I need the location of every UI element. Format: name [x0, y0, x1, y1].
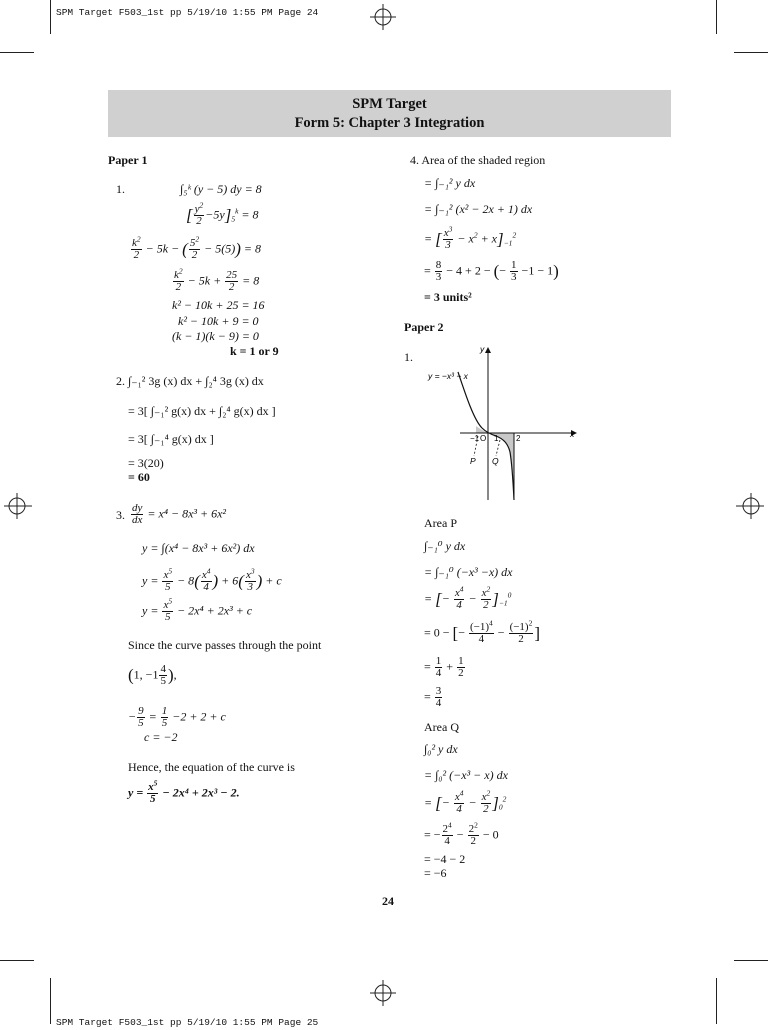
y-axis-label: y	[480, 344, 485, 354]
q2-line-3: = 3[ ∫₋₁⁴ g(x) dx ]	[128, 432, 214, 446]
q3-line-2: y = ∫(x⁴ − 8x³ + 6x²) dx	[142, 541, 255, 555]
q2-line-1: 2. ∫₋₁² 3g (x) dx + ∫₂⁴ 3g (x) dx	[116, 374, 264, 388]
q4-heading: 4. Area of the shaded region	[410, 153, 546, 167]
tick-label-1: 1	[494, 434, 499, 443]
area-p-heading: Area P	[424, 516, 457, 530]
area-p-line-5: = $\frac{1}{4}$ + $\frac{1}{2}$	[424, 655, 464, 679]
title-line-2: Form 5: Chapter 3 Integration	[294, 115, 485, 131]
area-p-line-6: = $\frac{3}{4}$	[424, 685, 442, 709]
q1-line-6: k² − 10k + 9 = 0	[178, 314, 259, 328]
title-line-1: SPM Target	[352, 96, 427, 112]
p2-q1-number: 1.	[404, 350, 413, 364]
paper1-heading: Paper 1	[108, 153, 148, 167]
print-header: SPM Target F503_1st pp 5/19/10 1:55 PM Page 24	[56, 7, 319, 18]
q4-line-3: = [ $\frac{x^3}{3}$ − $x^2 + x]_{-1}^2$	[424, 224, 517, 251]
area-q-line-1: ∫₀² y dx	[424, 742, 458, 756]
paper2-heading: Paper 2	[404, 320, 444, 334]
q3-answer: y = $\frac{x^5}{5}$ − 2x⁴ + 2x³ − 2.	[128, 778, 240, 805]
area-q-line-6: = −6	[424, 866, 447, 880]
area-q-line-4: = − $\frac{2^4}{4}$ − $\frac{2^2}{2}$ − 0	[424, 820, 499, 847]
curve-label: y = −x³ − x	[428, 371, 468, 381]
q-label: Q	[492, 456, 499, 466]
q4-line-2: = ∫₋₁² (x² − 2x + 1) dx	[424, 202, 533, 216]
q1-number: 1.	[116, 182, 125, 196]
area-q-line-5: = −4 − 2	[424, 852, 466, 866]
q4-answer: = 3 units²	[424, 290, 472, 304]
area-q-heading: Area Q	[424, 720, 459, 734]
q3-line-4-tail: − 2x⁴ + 2x³ + c	[177, 603, 253, 618]
area-q-line-3: = [− $\frac{x^4}{4}$ − $\frac{x^2}{2}$ ]$_0^2$	[424, 788, 507, 815]
cubic-graph	[420, 340, 590, 510]
q3-line-4: y = $\frac{x^5}{5}$ − 2x⁴ + 2x³ + c	[142, 596, 253, 623]
page-number: 24	[382, 894, 394, 908]
print-footer: SPM Target F503_1st pp 5/19/10 1:55 PM Page 25	[56, 1017, 319, 1028]
area-q-line-2: = ∫₀² (−x³ − x) dx	[424, 768, 508, 782]
tick-label-2: 2	[516, 434, 521, 443]
chapter-title-band	[108, 90, 671, 137]
q1-line-1: ∫₅ᵏ (y − 5) dy = 8	[180, 182, 262, 196]
q1-line-7: (k − 1)(k − 9) = 0	[172, 329, 259, 343]
q1-line-2: [ $\frac{y^2}{2}$ $-5y]_5^k = 8$	[186, 200, 259, 227]
q3-line-5: − $\frac{9}{5}$ = $\frac{1}{5}$ −2 + 2 + c	[128, 705, 226, 729]
q3-text-2: Hence, the equation of the curve is	[128, 760, 295, 774]
area-p-line-4: = 0 − [− $\frac{(-1)^4}{4}$ − $\frac{(-1)^2}{2}$ ]	[424, 618, 541, 645]
q4-line-4: = $\frac{8}{3}$ − 4 + 2 − (− $\frac{1}{3}$ −1 − 1)	[424, 259, 559, 283]
area-p-line-2: = ∫₋₁⁰ (−x³ −x) dx	[424, 565, 513, 579]
area-p-line-1: ∫₋₁⁰ y dx	[424, 539, 466, 553]
q3-number: 3.	[116, 508, 125, 522]
p-label: P	[470, 456, 476, 466]
q2-line-2: = 3[ ∫₋₁² g(x) dx + ∫₂⁴ g(x) dx ]	[128, 404, 276, 418]
q4-line-1: = ∫₋₁² y dx	[424, 176, 476, 190]
q1-line-5: k² − 10k + 25 = 16	[172, 298, 265, 312]
x-axis-label: x	[570, 429, 575, 439]
q3-line-1: $\frac{dy}{dx}$ = x⁴ − 8x³ + 6x²	[132, 502, 227, 526]
origin-label: O	[480, 434, 487, 443]
q2-line-4: = 3(20)	[128, 456, 164, 470]
q1-line-4: $\frac{k^2}{2}$ − 5k + $\frac{25}{2}$ = 8	[174, 266, 260, 293]
q1-line-3: $\frac{k^2}{2}$ − 5k − ( $\frac{5^2}{2}$ − 5(5)) = 8	[132, 234, 261, 261]
q3-line-6: c = −2	[144, 730, 178, 744]
q3-answer-tail: − 2x⁴ + 2x³ − 2.	[162, 785, 240, 800]
q3-rhs: = x⁴ − 8x³ + 6x²	[147, 506, 227, 521]
q3-text-1: Since the curve passes through the point	[128, 638, 322, 652]
q1-answer: k = 1 or 9	[230, 344, 279, 358]
area-p-line-3: = [− $\frac{x^4}{4}$ − $\frac{x^2}{2}$ ]$_{-1}^0$	[424, 584, 512, 611]
q3-line-3: y = $\frac{x^5}{5}$ − 8( $\frac{x^4}{4}$ ) + 6( $\frac{x^3}{3}$ ) + c	[142, 566, 282, 593]
tick-label-neg1: −1	[470, 434, 480, 443]
q3-point: (1, −1 $\frac{4}{5}$ ),	[128, 663, 177, 687]
q2-answer: = 60	[128, 470, 150, 484]
